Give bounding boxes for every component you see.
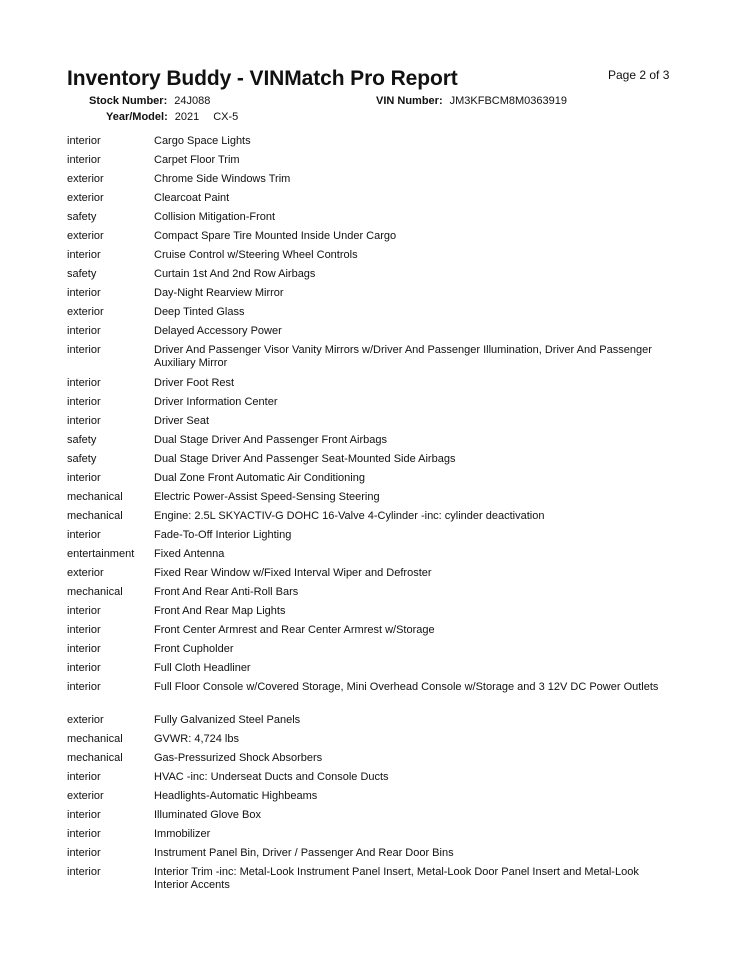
feature-category: safety: [67, 434, 97, 446]
feature-row: [67, 828, 674, 841]
feature-row: [67, 268, 674, 281]
feature-description: GVWR: 4,724 lbs: [154, 733, 239, 745]
feature-description: Immobilizer: [154, 828, 211, 840]
feature-description: Full Floor Console w/Covered Storage, Mini Overhead Console w/Storage and 3 12V DC Power Outlets: [154, 681, 659, 693]
feature-description: Full Cloth Headliner: [154, 662, 251, 674]
feature-category: mechanical: [67, 733, 123, 745]
feature-row: [67, 847, 674, 860]
feature-category: interior: [67, 828, 101, 840]
feature-row: [67, 472, 674, 485]
feature-description: Engine: 2.5L SKYACTIV-G DOHC 16-Valve 4-Cylinder -inc: cylinder deactivation: [154, 510, 545, 522]
feature-category: interior: [67, 529, 101, 541]
feature-description: Front And Rear Map Lights: [154, 605, 286, 617]
feature-row: [67, 434, 674, 447]
feature-category: interior: [67, 643, 101, 655]
feature-row: [67, 173, 674, 186]
feature-row: [67, 643, 674, 656]
feature-description: Dual Stage Driver And Passenger Front Airbags: [154, 434, 387, 446]
feature-description: Cruise Control w/Steering Wheel Controls: [154, 249, 358, 261]
feature-category: safety: [67, 453, 97, 465]
feature-category: interior: [67, 249, 101, 261]
feature-category: mechanical: [67, 510, 123, 522]
feature-description: Driver Seat: [154, 415, 210, 427]
feature-description: Curtain 1st And 2nd Row Airbags: [154, 268, 316, 280]
feature-category: interior: [67, 396, 101, 408]
feature-category: safety: [67, 268, 97, 280]
feature-category: interior: [67, 662, 101, 674]
feature-row: [67, 681, 674, 694]
feature-category: exterior: [67, 306, 104, 318]
feature-category: entertainment: [67, 548, 135, 560]
feature-description: Collision Mitigation-Front: [154, 211, 276, 223]
feature-row: [67, 249, 674, 262]
feature-description: Front Center Armrest and Rear Center Armrest w/Storage: [154, 624, 435, 636]
feature-row: [67, 211, 674, 224]
feature-row: [67, 344, 674, 370]
feature-row: [67, 491, 674, 504]
feature-description: Front Cupholder: [154, 643, 234, 655]
year-value: 2021: [174, 111, 200, 123]
feature-category: mechanical: [67, 586, 123, 598]
feature-row: [67, 192, 674, 205]
feature-category: safety: [67, 211, 97, 223]
feature-row: [67, 714, 674, 727]
feature-row: [67, 396, 674, 409]
feature-row: [67, 306, 674, 319]
feature-row: [67, 510, 674, 523]
feature-description: Fixed Antenna: [154, 548, 225, 560]
feature-description: Gas-Pressurized Shock Absorbers: [154, 752, 323, 764]
feature-category: exterior: [67, 230, 104, 242]
vin-number-value: JM3KFBCM8M0363919: [449, 95, 568, 107]
stock-number-label: Stock Number:: [89, 95, 168, 107]
feature-description: Electric Power-Assist Speed-Sensing Steering: [154, 491, 380, 503]
feature-description: Driver Information Center: [154, 396, 278, 408]
feature-category: interior: [67, 624, 101, 636]
feature-category: interior: [67, 344, 101, 356]
feature-row: [67, 771, 674, 784]
feature-row: [67, 586, 674, 599]
feature-description: Driver Foot Rest: [154, 377, 235, 389]
feature-category: interior: [67, 377, 101, 389]
feature-row: [67, 154, 674, 167]
feature-description: Driver And Passenger Visor Vanity Mirrors w/Driver And Passenger Illumination, Driver And Passenger Auxiliary Mirror: [154, 344, 652, 369]
feature-row: [67, 605, 674, 618]
feature-row: [67, 790, 674, 803]
feature-description: Day-Night Rearview Mirror: [154, 287, 284, 299]
feature-category: interior: [67, 154, 101, 166]
feature-category: exterior: [67, 790, 104, 802]
year-model-label: Year/Model:: [106, 111, 168, 123]
feature-category: interior: [67, 415, 101, 427]
feature-row: [67, 415, 674, 428]
feature-category: interior: [67, 866, 101, 878]
feature-description: HVAC -inc: Underseat Ducts and Console Ducts: [154, 771, 389, 783]
stock-number-field: [89, 95, 210, 107]
feature-category: interior: [67, 605, 101, 617]
feature-description: Clearcoat Paint: [154, 192, 230, 204]
feature-category: exterior: [67, 173, 104, 185]
feature-description: Instrument Panel Bin, Driver / Passenger And Rear Door Bins: [154, 847, 454, 859]
feature-description: Dual Zone Front Automatic Air Conditioning: [154, 472, 365, 484]
feature-category: interior: [67, 809, 101, 821]
feature-row: [67, 662, 674, 675]
feature-category: exterior: [67, 714, 104, 726]
feature-row: [67, 733, 674, 746]
feature-row: [67, 325, 674, 338]
feature-row: [67, 453, 674, 466]
page-number: Page 2 of 3: [608, 68, 670, 82]
feature-description: Cargo Space Lights: [154, 135, 251, 147]
feature-row: [67, 866, 674, 892]
feature-description: Dual Stage Driver And Passenger Seat-Mounted Side Airbags: [154, 453, 456, 465]
feature-row: [67, 567, 674, 580]
model-value: CX-5: [213, 111, 239, 123]
year-model-field: [106, 111, 238, 123]
feature-description: Chrome Side Windows Trim: [154, 173, 291, 185]
feature-category: interior: [67, 287, 101, 299]
feature-description: Headlights-Automatic Highbeams: [154, 790, 318, 802]
feature-description: Front And Rear Anti-Roll Bars: [154, 586, 299, 598]
feature-row: [67, 809, 674, 822]
feature-category: exterior: [67, 567, 104, 579]
feature-row: [67, 548, 674, 561]
feature-category: interior: [67, 135, 101, 147]
feature-description: Fixed Rear Window w/Fixed Interval Wiper and Defroster: [154, 567, 432, 579]
vin-number-field: [376, 95, 567, 107]
feature-category: interior: [67, 681, 101, 693]
feature-description: Fully Galvanized Steel Panels: [154, 714, 301, 726]
feature-description: Deep Tinted Glass: [154, 306, 245, 318]
feature-row: [67, 624, 674, 637]
feature-category: interior: [67, 771, 101, 783]
feature-description: Interior Trim -inc: Metal-Look Instrument Panel Insert, Metal-Look Door Panel Insert and Metal-Look Interior Accents: [154, 866, 639, 891]
feature-category: interior: [67, 472, 101, 484]
feature-row: [67, 752, 674, 765]
feature-description: Fade-To-Off Interior Lighting: [154, 529, 292, 541]
feature-category: mechanical: [67, 752, 123, 764]
feature-description: Compact Spare Tire Mounted Inside Under Cargo: [154, 230, 397, 242]
feature-row: [67, 230, 674, 243]
feature-row: [67, 135, 674, 148]
vin-number-label: VIN Number:: [376, 95, 443, 107]
feature-description: Delayed Accessory Power: [154, 325, 282, 337]
feature-category: mechanical: [67, 491, 123, 503]
feature-category: exterior: [67, 192, 104, 204]
feature-description: Carpet Floor Trim: [154, 154, 240, 166]
report-title: Inventory Buddy - VINMatch Pro Report: [67, 67, 458, 90]
feature-description: Illuminated Glove Box: [154, 809, 261, 821]
feature-row: [67, 287, 674, 300]
stock-number-value: 24J088: [174, 95, 211, 107]
feature-category: interior: [67, 325, 101, 337]
feature-row: [67, 377, 674, 390]
feature-category: interior: [67, 847, 101, 859]
feature-row: [67, 529, 674, 542]
